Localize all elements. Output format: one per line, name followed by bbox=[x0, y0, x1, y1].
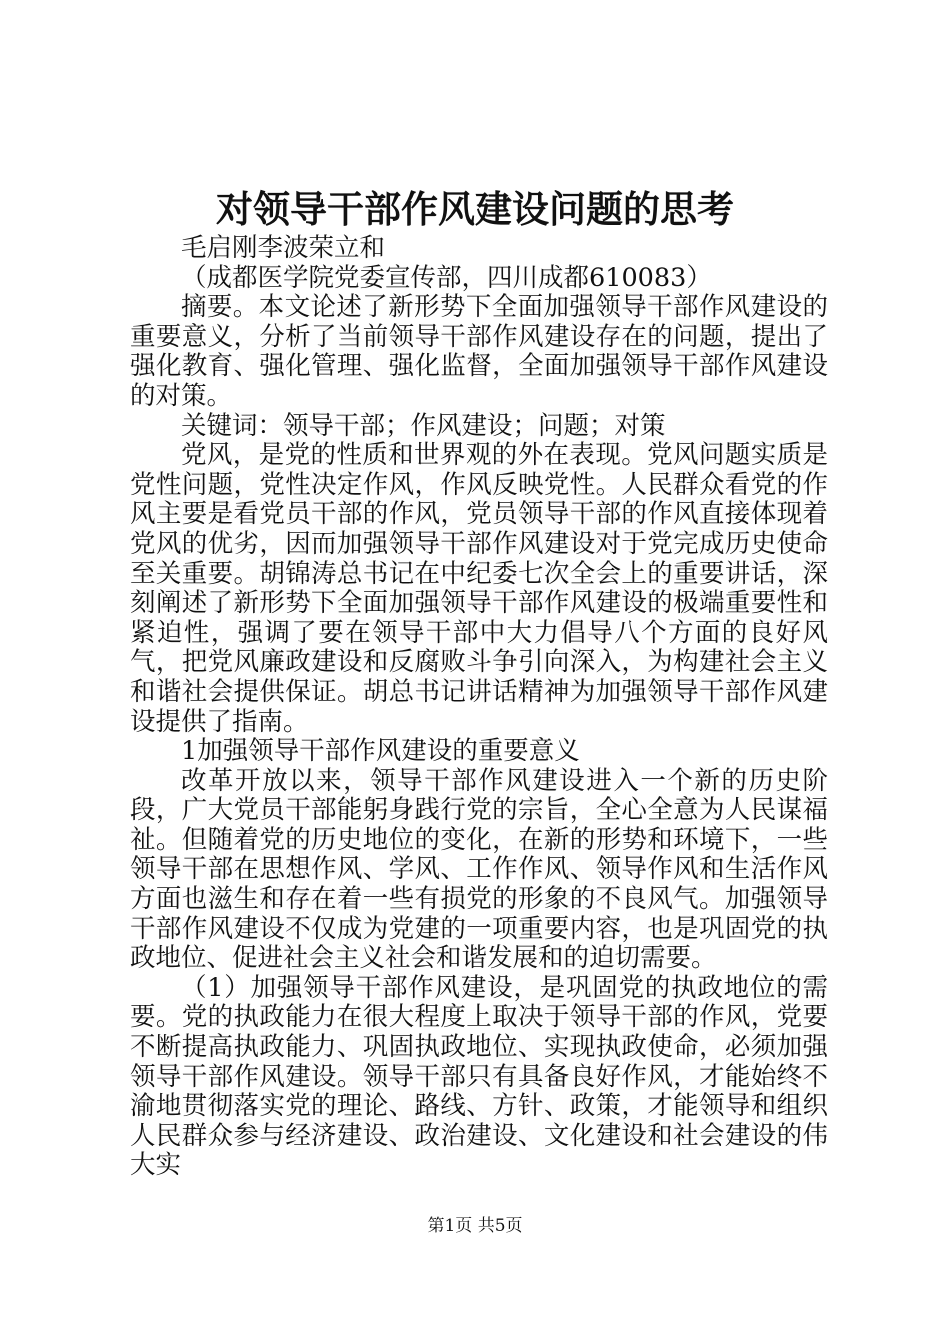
section-paragraph: 改革开放以来，领导干部作风建设进入一个新的历史阶段，广大党员干部能躬身践行党的宗旨，全心全意为人民谋福祉。但随着党的历史地位的变化，在新的形势和环境下，一些领导干部在思想作风、学风、工作作风、领导作风和生活作风方面也滋生和存在着一些有损党的形象的不良风气。加强领导干部作风建设不仅成为党建的一项重要内容，也是巩固党的执政地位、促进社会主义社会和谐发展和的迫切需要。 bbox=[130, 765, 828, 974]
author-line: 毛启刚李波荣立和 bbox=[181, 233, 386, 263]
point-paragraph: （1）加强领导干部作风建设，是巩固党的执政地位的需要。党的执政能力在很大程度上取决于领导干部的作风，党要不断提高执政能力、巩固执政地位、实现执政使命，必须加强领导干部作风建设。领导干部只有具备良好作风，才能始终不渝地贯彻落实党的理论、路线、方针、政策，才能领导和组织人民群众参与经济建设、政治建设、文化建设和社会建设的伟大实 bbox=[130, 972, 828, 1181]
document-body bbox=[130, 234, 828, 1181]
section-heading: 1加强领导干部作风建设的重要意义 bbox=[181, 736, 580, 767]
abstract-paragraph: 摘要。本文论述了新形势下全面加强领导干部作风建设的重要意义，分析了当前领导干部作风建设存在的问题，提出了强化教育、强化管理、强化监督，全面加强领导干部作风建设的对策。 bbox=[130, 292, 828, 411]
keywords-line: 关键词：领导干部；作风建设；问题；对策 bbox=[181, 410, 666, 441]
document-title: 对领导干部作风建设问题的思考 bbox=[216, 187, 734, 231]
intro-paragraph: 党风，是党的性质和世界观的外在表现。党风问题实质是党性问题，党性决定作风，作风反映党性。人民群众看党的作风主要是看党员干部的作风，党员领导干部的作风直接体现着党风的优劣，因而加强领导干部作风建设对于党完成历史使命至关重要。胡锦涛总书记在中纪委七次全会上的重要讲话，深刻阐述了新形势下全面加强领导干部作风建设的极端重要性和紧迫性，强调了要在领导干部中大力倡导八个方面的良好风气，把党风廉政建设和反腐败斗争引向深入，为构建社会主义和谐社会提供保证。胡总书记讲话精神为加强领导干部作风建设提供了指南。 bbox=[130, 440, 828, 737]
page-footer: 第1页 共5页 bbox=[427, 1216, 523, 1236]
affiliation-line: （成都医学院党委宣传部，四川成都610083） bbox=[181, 262, 712, 293]
